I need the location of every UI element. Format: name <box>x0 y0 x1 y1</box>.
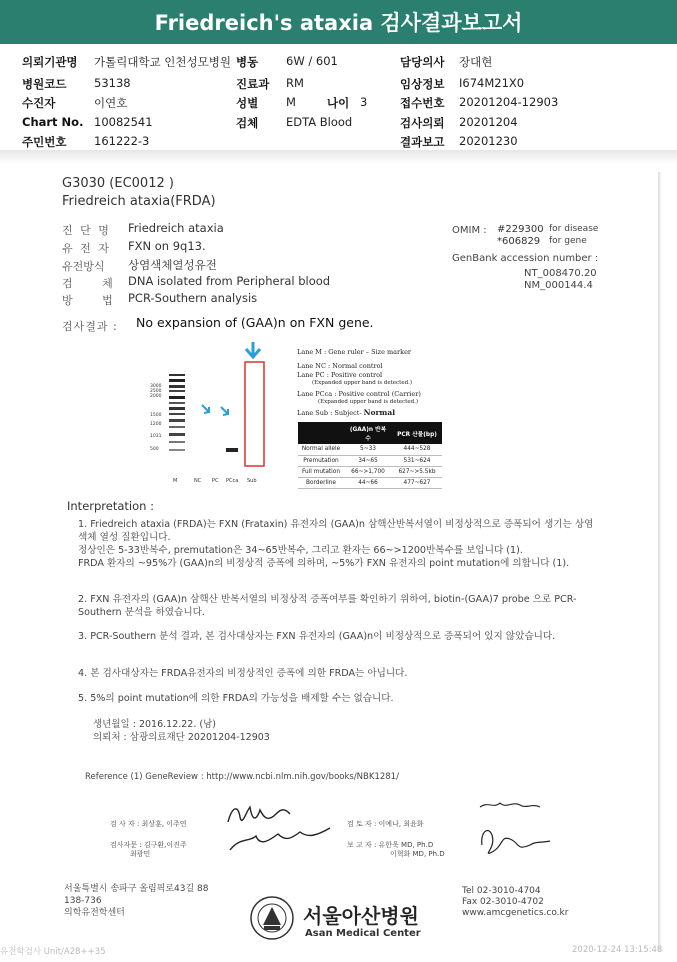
institution-label: 의뢰기관명 <box>22 55 78 69</box>
interp-para-1c: FRDA 환자의 ~95%가 (GAA)n의 비정상적 증폭에 의하며, ~5%가 FXN 유전자의 point mutation에 의합니다 (1). <box>78 558 570 569</box>
table-cell: 531~624 <box>392 455 442 466</box>
interp-para-5: 5. 5%의 point mutation에 의한 FRDA의 가능성을 배제할 수는 없습니다. <box>78 693 394 704</box>
doctor-label: 담당의사 <box>400 55 445 69</box>
patient-value: 이연호 <box>94 96 128 110</box>
table-cell: Premutation <box>298 455 344 466</box>
ladder-label-6: 1031 <box>150 434 162 439</box>
hospital-name-kr: 서울아산병원 <box>303 904 419 928</box>
bottom-right-stamp: 2020-12-24 13:15:48 <box>572 945 663 955</box>
interp-para-2: 2. FXN 유전자의 (GAA)n 삼핵산 반복서열의 비정상적 증폭여부를 확인하기 위하여, biotin-(GAA)7 probe 으로 PCR-Southern 분석을 하였습니다. <box>78 594 577 618</box>
table-cell: Normal allele <box>298 444 344 455</box>
gene-value: FXN on 9q13. <box>128 239 206 253</box>
table-header: PCR 산물(bp) <box>392 422 442 444</box>
ladder-label-1: 3000 <box>150 384 162 389</box>
receipt-label: 접수번호 <box>400 96 445 110</box>
legend-line-1: Lane M : Gene ruler – Size marker <box>297 348 412 356</box>
lane-label-pc: PC <box>212 478 219 484</box>
hospital-code-value: 53138 <box>94 76 131 90</box>
doctor-value: 장대현 <box>459 55 493 69</box>
ladder-label-2: 2500 <box>150 389 162 394</box>
age-value: 3 <box>360 95 368 109</box>
dept-value: RM <box>286 76 304 90</box>
report-date-value: 20201230 <box>459 134 518 148</box>
chart-value: 10082541 <box>94 115 153 129</box>
table-row <box>298 455 442 466</box>
reporter-line-2: 이혁화 MD, Ph.D <box>390 850 445 858</box>
table-cell: Borderline <box>298 477 344 488</box>
genbank-label: GenBank accession number : <box>452 253 599 264</box>
spec-value: DNA isolated from Peripheral blood <box>128 274 331 288</box>
dept-label: 진료과 <box>236 77 270 91</box>
table-row <box>298 466 442 477</box>
lane-label-m: M <box>173 478 178 484</box>
hospital-name-en: Asan Medical Center <box>305 928 421 939</box>
reviewer-signature <box>470 795 560 865</box>
specimen-value: EDTA Blood <box>286 115 353 129</box>
legend-line-7 <box>297 408 395 417</box>
info-row-2 <box>0 76 677 94</box>
legend-line-4: (Expanded upper band is detected.) <box>312 380 413 386</box>
web-line: www.amcgenetics.co.kr <box>462 908 569 918</box>
gel-svg <box>140 340 290 488</box>
dob-line: 생년월일 : 2016.12.22. (남) <box>93 719 216 730</box>
ladder-label-3: 2000 <box>150 394 162 399</box>
lane-label-sub: Sub <box>247 478 257 484</box>
lane-label-pcca: PCca <box>226 478 239 484</box>
inherit-label: 유전방식 <box>62 260 105 273</box>
table-cell: Full mutation <box>298 466 344 477</box>
test-name: Friedreich ataxia(FRDA) <box>62 194 216 209</box>
ward-label: 병동 <box>236 55 259 69</box>
omim-disease-id: #229300 <box>497 224 544 235</box>
genotype-table <box>298 422 442 489</box>
tester-line: 검 사 자 : 최상훈, 이주연 <box>110 820 187 828</box>
lane-label-nc: NC <box>194 478 202 484</box>
sex-label: 성별 <box>236 96 259 110</box>
legend-sub-text: Lane Sub : Subject- <box>297 409 362 417</box>
diag-value: Friedreich ataxia <box>128 221 224 235</box>
address-line-3: 의학유전학센터 <box>64 908 125 918</box>
clinical-label: 임상정보 <box>400 77 445 91</box>
gene-label: 유 전 자 <box>62 242 111 255</box>
genbank-id-1: NT_008470.20 <box>524 268 597 279</box>
request-value: 20201204 <box>459 115 518 129</box>
info-row-1 <box>0 54 677 72</box>
address-line-1: 서울특별시 송파구 올림픽로43길 88 <box>64 884 209 894</box>
genotype-table-wrap <box>298 422 442 489</box>
ladder-label-5: 1200 <box>150 422 162 427</box>
patient-label: 수진자 <box>22 96 56 110</box>
legend-line-6: (Expanded upper band is detected.) <box>318 399 419 405</box>
method-value: PCR-Southern analysis <box>128 291 258 305</box>
chart-label: Chart No. <box>22 115 84 129</box>
bottom-left-stamp: 유전학검사 Unit/A28++35 <box>0 947 106 957</box>
legend-line-5: Lane PCca : Positive control (Carrier) <box>297 390 421 398</box>
result-value: No expansion of (GAA)n on FXN gene. <box>136 315 374 330</box>
interpretation-title: Interpretation : <box>67 499 154 513</box>
supervisor-line: 검사자문 : 김구환,이진주 <box>110 841 187 849</box>
interp-para-3: 3. PCR-Southern 분석 결과, 본 검사대상자는 FXN 유전자의 (GAA)n이 비정상적으로 증폭되어 있지 않았습니다. <box>78 631 556 642</box>
scan-edge <box>658 172 662 952</box>
supervisor-line-2: 최광민 <box>110 850 151 858</box>
interp-para-4: 4. 본 검사대상자는 FRDA유전자의 비정상적인 증폭에 의한 FRDA는 아닙니다. <box>78 668 408 679</box>
age-label: 나이 <box>327 96 350 110</box>
info-row-4 <box>0 115 677 133</box>
pcca-band <box>226 448 238 452</box>
table-cell: 34~65 <box>344 455 392 466</box>
rrn-label: 주민번호 <box>22 135 67 149</box>
diag-label: 진 단 명 <box>62 224 111 237</box>
specimen-label: 검체 <box>236 116 259 130</box>
table-row <box>298 477 442 488</box>
address-line-2: 138-736 <box>64 896 102 906</box>
sex-value: M <box>286 95 296 109</box>
legend-sub-result: Normal <box>363 408 396 417</box>
rrn-value: 161222-3 <box>94 134 150 148</box>
method-label: 방 법 <box>62 294 115 307</box>
inherit-value: 상염색체열성유전 <box>128 258 217 272</box>
request-label: 검사의뢰 <box>400 116 445 130</box>
info-row-3 <box>0 95 677 113</box>
report-title: Friedreich's ataxia 검사결과보고서 <box>154 11 523 35</box>
gel-image <box>140 340 290 488</box>
result-label: 검사결과 : <box>62 320 118 333</box>
omim-disease-note: for disease <box>549 224 599 234</box>
asan-foundation-seal-icon <box>250 896 294 940</box>
receipt-value: 20201204-12903 <box>459 95 559 109</box>
referral-line: 의뢰처 : 삼광의료재단 20201204-12903 <box>93 732 270 743</box>
legend-line-3: Lane PC : Positive control <box>297 371 383 379</box>
table-cell: 66~>1,700 <box>344 466 392 477</box>
test-code: G3030 (EC0012 ) <box>62 176 174 191</box>
omim-gene-id: *606829 <box>497 236 541 247</box>
interp-para-1b: 정상인은 5-33반복수, premutation은 34~65반복수, 그리고 환자는 66~>1200반복수를 보입니다 (1). <box>78 545 523 556</box>
ladder-label-7: 500 <box>150 447 159 452</box>
tester-signature <box>220 792 340 862</box>
table-row <box>298 444 442 455</box>
genbank-id-2: NM_000144.4 <box>524 280 593 291</box>
interp-para-1: 1. Friedreich ataxia (FRDA)는 FXN (Frataxin) 유전자의 (GAA)n 삼핵산반복서열이 비정상적으로 증폭되어 생기는 상염색체 열성 질환입니다. <box>78 519 594 543</box>
table-cell: 44~66 <box>344 477 392 488</box>
report-title-bar <box>0 0 677 44</box>
spec-label: 검 체 <box>62 277 115 290</box>
scan-shadow <box>0 150 677 164</box>
reporter-line: 보 고 자 : 유한욱 MD, Ph.D <box>347 841 434 849</box>
ladder-label-4: 1500 <box>150 413 162 418</box>
table-cell: 444~528 <box>392 444 442 455</box>
ward-value: 6W / 601 <box>286 54 338 68</box>
tel-line: Tel 02-3010-4704 <box>462 886 541 896</box>
omim-label: OMIM : <box>452 225 487 236</box>
table-cell: 627~>5.5kb <box>392 466 442 477</box>
reference-line: Reference (1) GeneReview : http://www.ncbi.nlm.nih.gov/books/NBK1281/ <box>85 772 399 782</box>
table-cell: 477~627 <box>392 477 442 488</box>
table-header <box>298 422 344 444</box>
institution-value: 가톨릭대학교 인천성모병원 <box>94 55 231 69</box>
fax-line: Fax 02-3010-4702 <box>462 897 544 907</box>
table-header: (GAA)n 반복 수 <box>344 422 392 444</box>
reviewer-line: 검 토 자 : 이예나, 최윤화 <box>347 820 424 828</box>
hospital-code-label: 병원코드 <box>22 77 67 91</box>
table-cell: 5~33 <box>344 444 392 455</box>
legend-line-2: Lane NC : Normal control <box>297 362 383 370</box>
omim-gene-note: for gene <box>549 236 587 246</box>
clinical-value: I674M21X0 <box>459 76 525 90</box>
report-date-label: 결과보고 <box>400 135 445 149</box>
